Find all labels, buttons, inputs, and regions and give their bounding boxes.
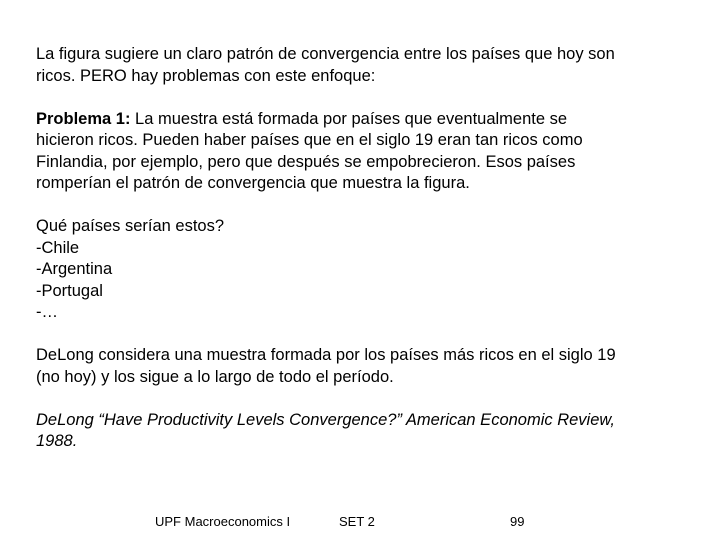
problem-line: Finlandia, por ejemplo, pero que después se empobrecieron. Esos países [36, 152, 576, 171]
country-list-item: -Portugal [36, 281, 103, 300]
footer-page-number: 99 [510, 514, 525, 529]
problem-first-line [36, 109, 696, 131]
country-list-item: -Argentina [36, 260, 113, 278]
footer-course-name: UPF Macroeconomics I [155, 514, 291, 529]
citation-line: DeLong “Have Productivity Levels Convergence?” American Economic Review, [36, 410, 615, 429]
question-text: Qué países serían estos? [36, 217, 225, 235]
problem-line: hicieron ricos. Pueden haber países que en el siglo 19 eran tan ricos como [36, 131, 583, 149]
problem-label: Problema 1: [36, 109, 131, 128]
country-list-item: -… [36, 303, 58, 321]
question-paragraph [36, 216, 696, 324]
slide-body [36, 44, 696, 453]
delong-line: DeLong considera una muestra formada por los países más ricos en el siglo 19 [36, 346, 616, 364]
intro-line: La figura sugiere un claro patrón de convergencia entre los países que hoy son [36, 45, 615, 63]
country-list-item: -Chile [36, 238, 80, 257]
citation-line: 1988. [36, 432, 78, 450]
problem-line-rest: La muestra está formada por países que eventualmente se [130, 109, 568, 128]
problem-paragraph [36, 109, 696, 195]
intro-paragraph [36, 44, 696, 87]
problem-line: romperían el patrón de convergencia que muestra la figura. [36, 174, 470, 192]
delong-line: (no hoy) y los sigue a lo largo de todo el período. [36, 367, 394, 386]
delong-paragraph [36, 345, 696, 388]
intro-line: ricos. PERO hay problemas con este enfoque: [36, 66, 376, 85]
citation-paragraph [36, 410, 696, 453]
footer-set-label: SET 2 [339, 514, 375, 529]
